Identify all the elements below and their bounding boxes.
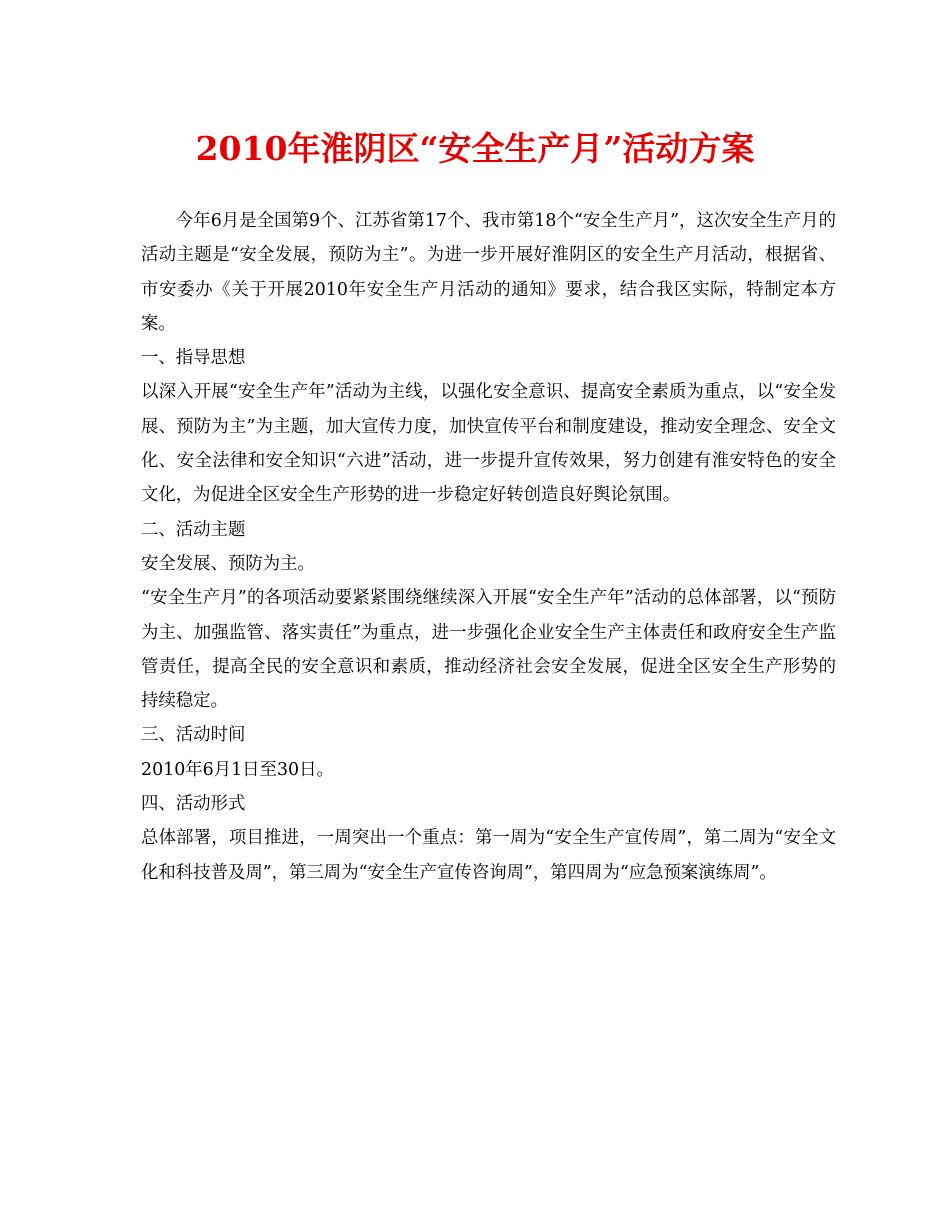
- section-heading-activity-theme: 二、活动主题: [141, 519, 246, 540]
- document-body: [141, 204, 836, 890]
- activity-format-paragraph: 总体部署，项目推进，一周突出一个重点：第一周为“安全生产宣传周”，第二周为“安全文化和科技普及周”，第三周为“安全生产宣传咨询周”，第四周为“应急预案演练周”。: [141, 828, 836, 883]
- intro-paragraph: 今年6月是全国第9个、江苏省第17个、我市第18个“安全生产月”，这次安全生产月的活动主题是“安全发展，预防为主”。为进一步开展好淮阴区的安全生产月活动，根据省、市安委办《关于开展2010年安全生产月活动的通知》要求，结合我区实际，特制定本方案。: [141, 211, 836, 334]
- activity-theme-detail-paragraph: “安全生产月”的各项活动要紧紧围绕继续深入开展“安全生产年”活动的总体部署，以“预防为主、加强监管、落实责任”为重点，进一步强化企业安全生产主体责任和政府安全生产监管责任，提高全民的安全意识和素质，推动经济社会安全发展，促进全区安全生产形势的持续稳定。: [141, 588, 836, 712]
- activity-time-paragraph: 2010年6月1日至30日。: [141, 759, 334, 780]
- document-title: 2010年淮阴区“安全生产月”活动方案: [195, 129, 755, 168]
- guiding-ideology-paragraph: 以深入开展“安全生产年”活动为主线，以强化安全意识、提高安全素质为重点，以“安全发展、预防为主”为主题，加大宣传力度，加快宣传平台和制度建设，推动安全理念、安全文化、安全法律和安全知识“六进”活动，进一步提升宣传效果，努力创建有淮安特色的安全文化，为促进全区安全生产形势的进一步稳定好转创造良好舆论氛围。: [141, 382, 836, 506]
- section-heading-guiding-ideology: 一、指导思想: [141, 348, 246, 369]
- section-heading-activity-format: 四、活动形式: [141, 794, 246, 815]
- section-heading-activity-time: 三、活动时间: [141, 725, 246, 746]
- activity-theme-paragraph: 安全发展、预防为主。: [141, 553, 315, 574]
